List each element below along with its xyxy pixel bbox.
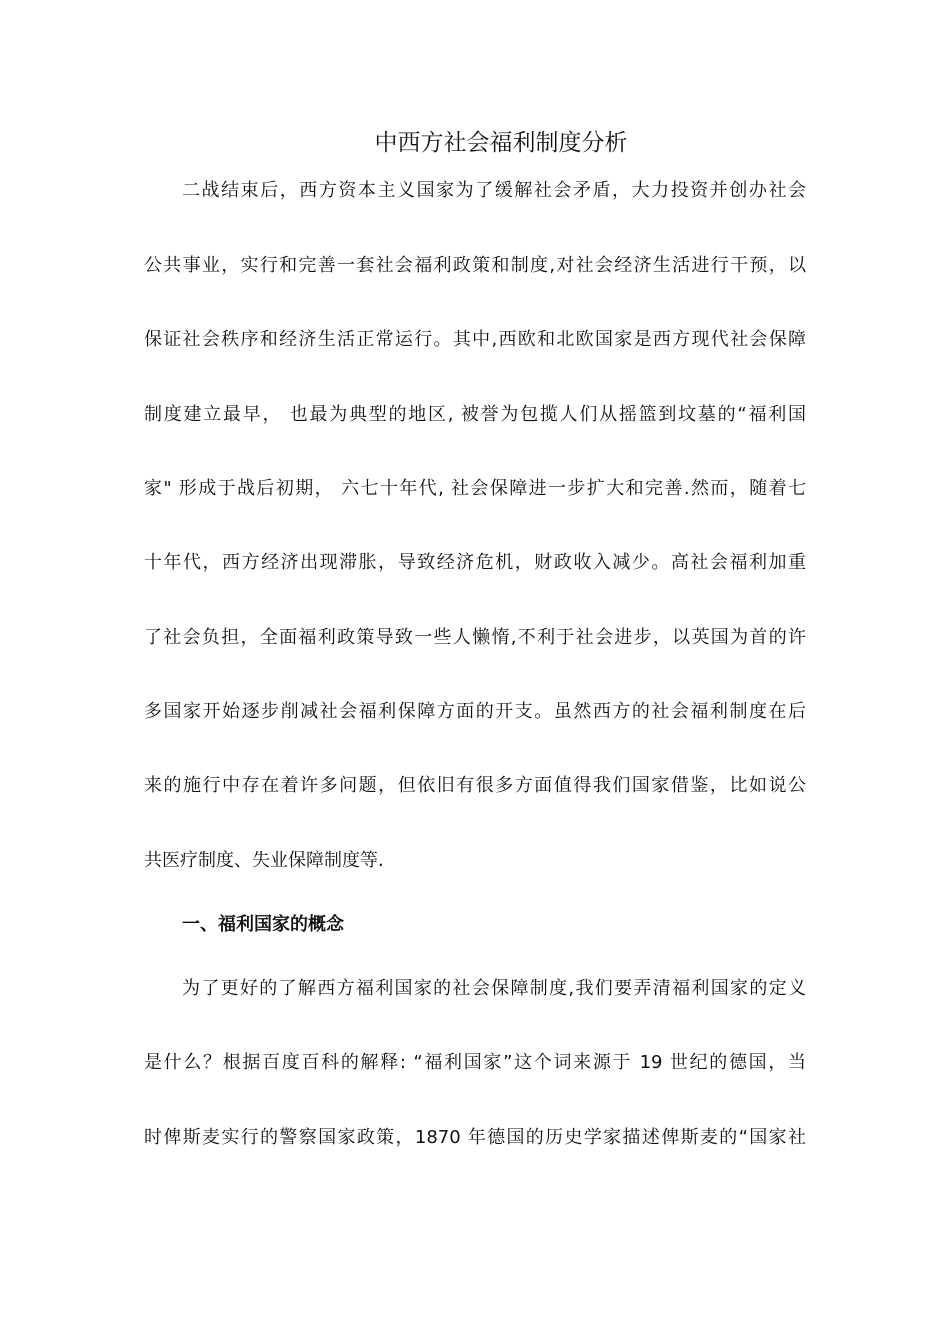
paragraph-line: 为了更好的了解西方福利国家的社会保障制度,我们要弄清福利国家的定义 — [182, 978, 806, 999]
document-title: 中西方社会福利制度分析 — [374, 130, 628, 156]
paragraph-line: 家" 形成于战后初期， 六七十年代, 社会保障进一步扩大和完善.然而，随着七 — [144, 478, 806, 499]
paragraph-line: 制度建立最早， 也最为典型的地区, 被誉为包揽人们从摇篮到坟墓的“福利国 — [144, 404, 806, 425]
paragraph-line: 二战结束后，西方资本主义国家为了缓解社会矛盾，大力投资并创办社会 — [182, 180, 806, 201]
section-heading: 一、福利国家的概念 — [182, 914, 344, 935]
paragraph-line: 十年代，西方经济出现滞胀，导致经济危机，财政收入减少。高社会福利加重 — [144, 552, 806, 573]
paragraph-line: 公共事业，实行和完善一套社会福利政策和制度,对社会经济生活进行干预，以 — [144, 255, 806, 276]
paragraph-line: 是什么？根据百度百科的解释: “福利国家”这个词来源于 19 世纪的德国，当 — [144, 1052, 806, 1073]
paragraph-line: 多国家开始逐步削减社会福利保障方面的开支。虽然西方的社会福利制度在后 — [144, 701, 806, 722]
paragraph-line: 保证社会秩序和经济生活正常运行。其中,西欧和北欧国家是西方现代社会保障 — [144, 329, 806, 350]
paragraph-line: 了社会负担，全面福利政策导致一些人懒惰,不利于社会进步，以英国为首的许 — [144, 627, 806, 648]
paragraph-line: 来的施行中存在着许多问题，但依旧有很多方面值得我们国家借鉴，比如说公 — [144, 775, 806, 796]
paragraph-line: 时俾斯麦实行的警察国家政策，1870 年德国的历史学家描述俾斯麦的“国家社 — [144, 1127, 806, 1148]
paragraph-line-last: 共医疗制度、失业保障制度等. — [144, 850, 384, 871]
